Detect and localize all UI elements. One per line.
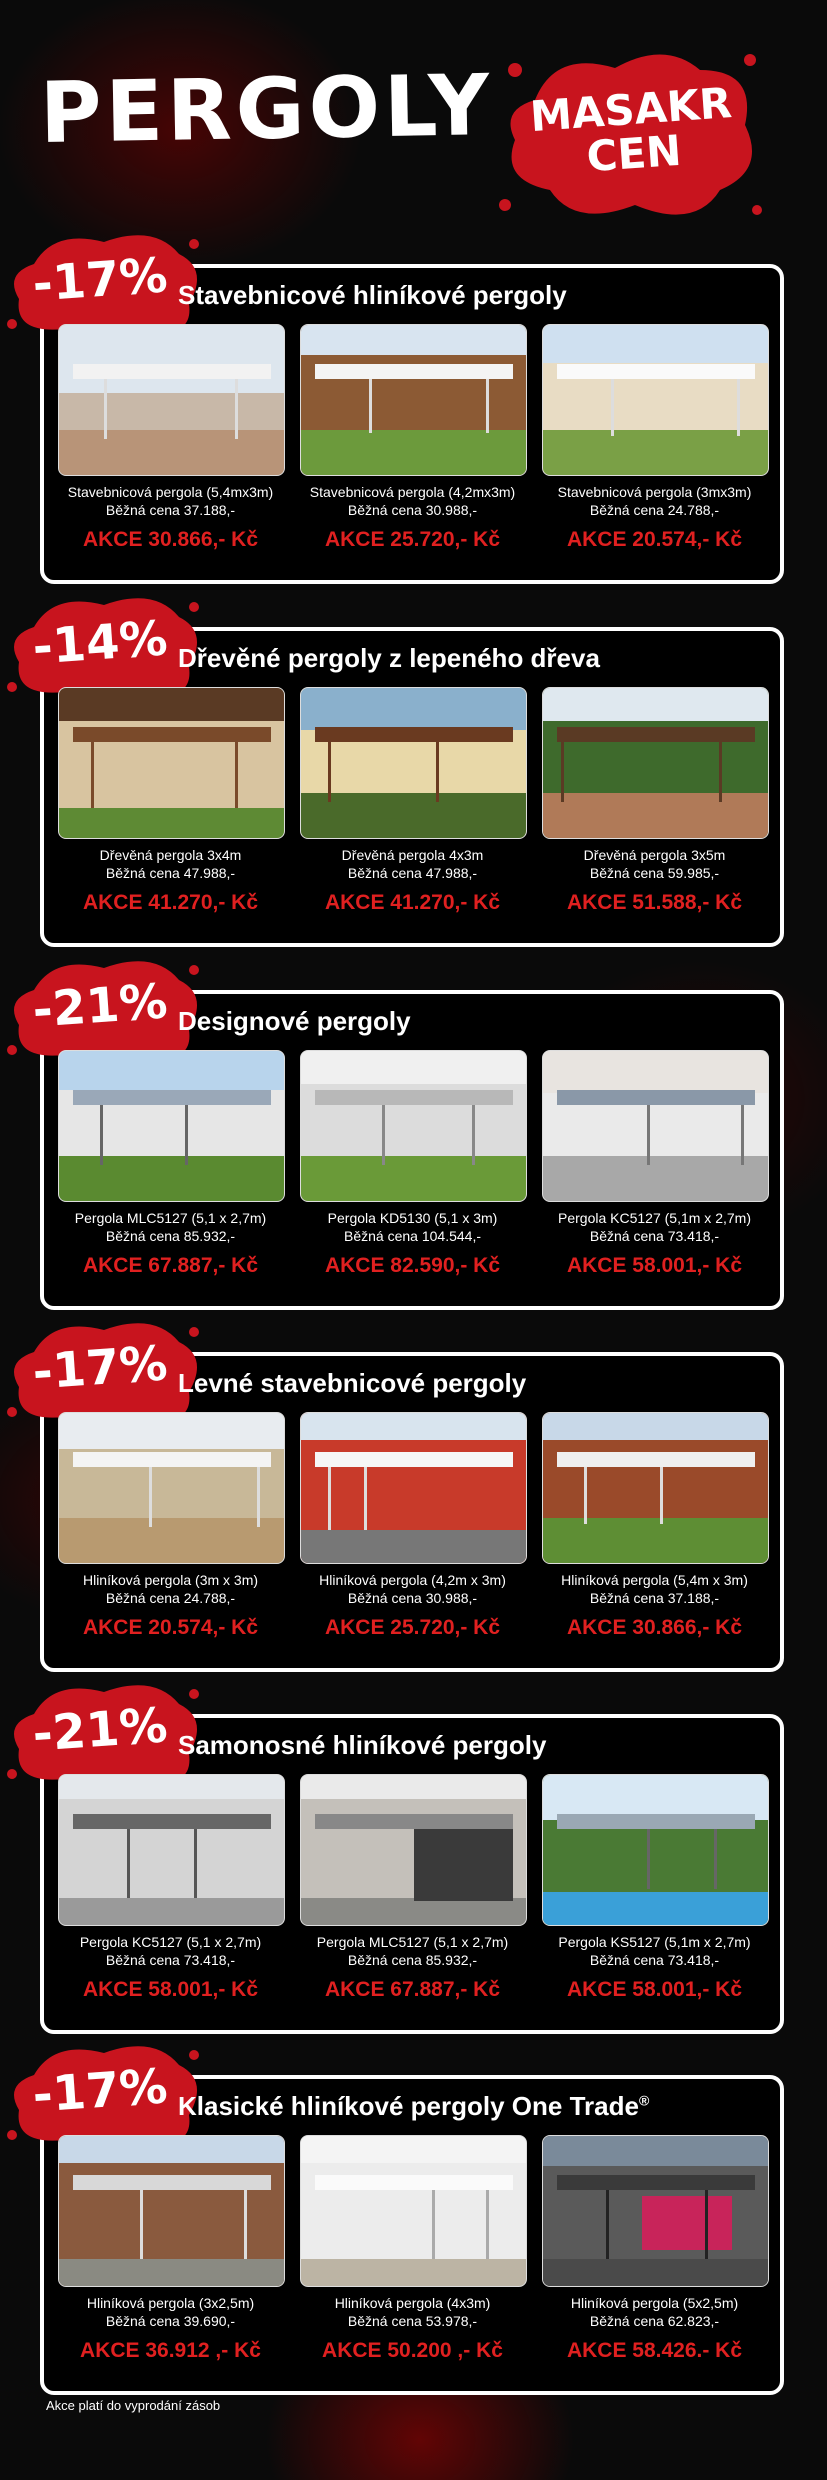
product-card[interactable] [58,1774,283,2002]
section-samonosne [30,1697,784,2034]
regular-price: Běžná cena 30.988,- [347,1590,478,1606]
product-name: Dřevěná pergola 3x4m [99,847,242,863]
product-name: Hliníková pergola (5x2,5m) [570,2295,739,2311]
section-levne [30,1335,784,1672]
discount-badge: -17% [30,2058,170,2124]
product-name: Hliníková pergola (4,2m x 3m) [319,1572,506,1588]
regular-price: Běžná cena 53.978,- [347,2313,478,2329]
product-photo[interactable] [58,2135,285,2287]
product-card[interactable] [300,324,525,552]
product-card[interactable] [300,1412,525,1640]
product-photo[interactable] [300,2135,527,2287]
sale-price: AKCE 20.574,- Kč [566,528,743,551]
regular-price: Běžná cena 62.823,- [589,2313,720,2329]
regular-price: Běžná cena 85.932,- [347,1952,478,1968]
product-photo[interactable] [542,2135,769,2287]
product-name: Dřevěná pergola 3x5m [583,847,726,863]
product-photo[interactable] [300,1412,527,1564]
regular-price: Běžná cena 73.418,- [589,1228,720,1244]
regular-price: Běžná cena 37.188,- [589,1590,720,1606]
section-title: Designové pergoly [178,1006,411,1036]
product-card[interactable] [58,2135,283,2363]
sale-price: AKCE 67.887,- Kč [324,1978,501,2001]
brand-line-2: CEN [585,125,683,182]
regular-price: Běžná cena 73.418,- [589,1952,720,1968]
product-name: Stavebnicová pergola (3mx3m) [557,484,752,500]
section-title: Samonosné hliníkové pergoly [178,1730,547,1760]
regular-price: Běžná cena 47.988,- [347,865,478,881]
footnote: Akce platí do vyprodání zásob [46,2398,221,2413]
product-card[interactable] [58,1050,283,1278]
sale-price: AKCE 50.200 ,- Kč [322,2339,503,2362]
sale-price: AKCE 58.001,- Kč [82,1978,259,2001]
regular-price: Běžná cena 30.988,- [347,502,478,518]
product-photo[interactable] [58,1412,285,1564]
section-klasicke [30,2058,784,2395]
regular-price: Běžná cena 24.788,- [589,502,720,518]
product-photo[interactable] [542,1412,769,1564]
product-photo[interactable] [58,324,285,476]
product-photo[interactable] [542,687,769,839]
product-photo[interactable] [542,1774,769,1926]
sale-price: AKCE 30.866,- Kč [82,528,259,551]
page-title: PERGOLY [39,56,495,162]
regular-price: Běžná cena 104.544,- [344,1228,481,1244]
product-photo[interactable] [300,324,527,476]
discount-badge: -17% [30,247,170,313]
discount-badge: -14% [30,610,170,676]
sale-price: AKCE 58.001,- Kč [566,1978,743,2001]
product-name: Pergola MLC5127 (5,1 x 2,7m) [316,1934,509,1950]
product-card[interactable] [542,1774,767,2002]
regular-price: Běžná cena 47.988,- [105,865,236,881]
sale-price: AKCE 51.588,- Kč [566,891,743,914]
regular-price: Běžná cena 59.985,- [589,865,720,881]
product-name: Pergola MLC5127 (5,1 x 2,7m) [74,1210,267,1226]
product-name: Stavebnicová pergola (4,2mx3m) [309,484,516,500]
sale-price: AKCE 36.912 ,- Kč [80,2339,261,2362]
section-stavebnicove [30,247,784,584]
section-title: Dřevěné pergoly z lepeného dřeva [178,643,600,673]
sale-price: AKCE 67.887,- Kč [82,1254,259,1277]
product-photo[interactable] [58,1774,285,1926]
product-card[interactable] [542,2135,767,2363]
product-card[interactable] [542,1412,767,1640]
section-title: Levné stavebnicové pergoly [178,1368,527,1398]
sale-price: AKCE 30.866,- Kč [566,1616,743,1639]
product-name: Hliníková pergola (5,4m x 3m) [561,1572,748,1588]
product-card[interactable] [300,1050,525,1278]
product-name: Hliníková pergola (3m x 3m) [82,1572,259,1588]
regular-price: Běžná cena 39.690,- [105,2313,236,2329]
regular-price: Běžná cena 85.932,- [105,1228,236,1244]
product-card[interactable] [542,1050,767,1278]
product-name: Pergola KS5127 (5,1m x 2,7m) [558,1934,751,1950]
product-name: Dřevěná pergola 4x3m [341,847,484,863]
discount-badge: -17% [30,1335,170,1401]
product-card[interactable] [542,324,767,552]
product-photo[interactable] [542,324,769,476]
sale-price: AKCE 41.270,- Kč [324,891,501,914]
sale-price: AKCE 25.720,- Kč [324,528,501,551]
registered-mark: ® [638,2092,650,2109]
sale-price: AKCE 25.720,- Kč [324,1616,501,1639]
brand-line-1: MASAKR [528,78,734,142]
product-card[interactable] [300,1774,525,2002]
section-designove [30,973,784,1310]
product-photo[interactable] [58,687,285,839]
product-card[interactable] [300,2135,525,2363]
brand-logo [517,80,748,183]
product-photo[interactable] [542,1050,769,1202]
discount-badge: -21% [30,973,170,1039]
product-name: Hliníková pergola (4x3m) [334,2295,491,2311]
product-card[interactable] [300,687,525,915]
sale-price: AKCE 58.001,- Kč [566,1254,743,1277]
product-name: Pergola KD5130 (5,1 x 3m) [327,1210,498,1226]
product-name: Pergola KC5127 (5,1 x 2,7m) [79,1934,262,1950]
section-title: Stavebnicové hliníkové pergoly [178,280,567,310]
product-card[interactable] [58,1412,283,1640]
product-name: Stavebnicová pergola (5,4mx3m) [67,484,274,500]
product-name: Pergola KC5127 (5,1m x 2,7m) [558,1210,751,1226]
sale-price: AKCE 20.574,- Kč [82,1616,259,1639]
regular-price: Běžná cena 24.788,- [105,1590,236,1606]
sale-price: AKCE 82.590,- Kč [324,1254,501,1277]
regular-price: Běžná cena 37.188,- [105,502,236,518]
product-photo[interactable] [300,687,527,839]
product-name: Hliníková pergola (3x2,5m) [86,2295,255,2311]
product-card[interactable] [58,324,283,552]
product-photo[interactable] [300,1774,527,1926]
discount-badge: -21% [30,1697,170,1763]
product-photo[interactable] [58,1050,285,1202]
regular-price: Běžná cena 73.418,- [105,1952,236,1968]
section-title [178,2091,649,2122]
product-photo[interactable] [300,1050,527,1202]
section-drevene [30,610,784,947]
product-card[interactable] [58,687,283,915]
section-title-text: Klasické hliníkové pergoly One Trade [178,2091,639,2121]
sale-price: AKCE 58.426.- Kč [566,2339,743,2362]
product-card[interactable] [542,687,767,915]
sale-price: AKCE 41.270,- Kč [82,891,259,914]
